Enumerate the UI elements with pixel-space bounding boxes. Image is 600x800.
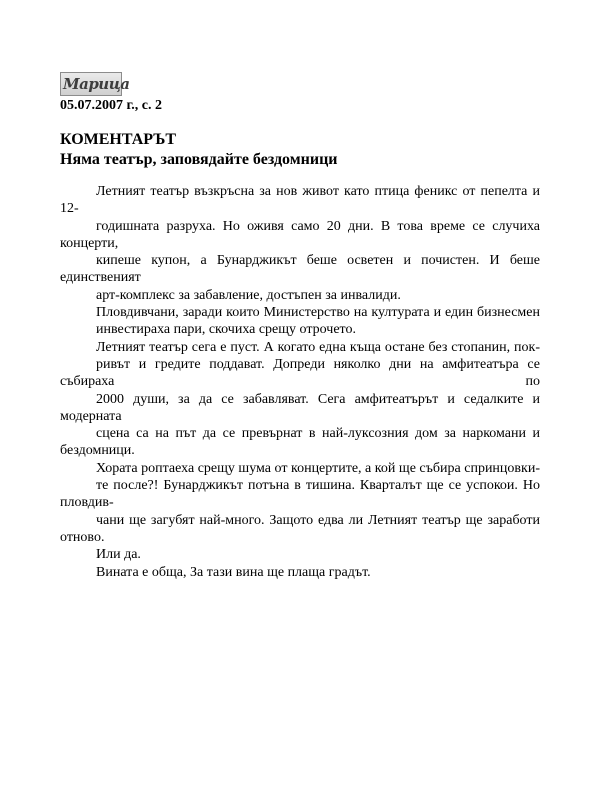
newspaper-logo — [60, 72, 130, 96]
text-line: 2000 души, за да се забавляват. Сега амфитеатърът и седалките и модерната — [60, 391, 540, 424]
article-title: Няма театър, заповядайте бездомници — [60, 151, 338, 168]
article-paragraph — [60, 304, 540, 339]
article-paragraph — [60, 564, 540, 581]
article-rubric: КОМЕНТАРЪТ — [60, 131, 176, 148]
text-line: сцена са на път да се превърнат в най-луксозния дом за наркомани и бездомници. — [60, 426, 540, 459]
text-line: Летният театър сега е пуст. А когато една къща остане без стопанин, пок- — [96, 339, 540, 355]
publication-date-page: 05.07.2007 г., с. 2 — [60, 98, 162, 113]
text-line: арт-комплекс за забавление, достъпен за инвалиди. — [96, 287, 401, 303]
text-line: те после?! Бунарджикът потъна в тишина. Кварталът ще се успокои. Но пловдив- — [60, 478, 540, 511]
article-paragraph — [60, 460, 540, 564]
text-line: кипеше купон, а Бунарджикът беше осветен и почистен. И беше единственият — [60, 253, 540, 286]
text-line: инвестираха пари, скочиха срещу отрочето. — [96, 322, 356, 338]
text-line: Хората роптаеха срещу шума от концертите, а кой ще събира спринцовки- — [96, 460, 540, 476]
article-body — [60, 183, 540, 581]
text-line: Пловдивчани, заради които Министерство на културата и един бизнесмен — [96, 305, 540, 321]
text-line: годишната разруха. Но оживя само 20 дни. В това време се случиха концерти, — [60, 218, 540, 251]
article-paragraph — [60, 183, 540, 304]
text-line: чани ще загубят най-много. Защото едва ли Летният театър ще заработи отново. — [60, 512, 540, 545]
text-line: Летният театър възкръсна за нов живот като птица феникс от пепелта и 12- — [60, 184, 540, 217]
text-line: Или да. — [96, 547, 141, 563]
article-paragraph — [60, 339, 540, 460]
text-line: Вината е обща, За тази вина ще плаща градът. — [96, 564, 371, 580]
newspaper-logo-text: Марица — [63, 75, 130, 93]
text-line: ривът и гредите поддават. Допреди няколко дни на амфитеатъра се събираха по — [60, 356, 540, 390]
